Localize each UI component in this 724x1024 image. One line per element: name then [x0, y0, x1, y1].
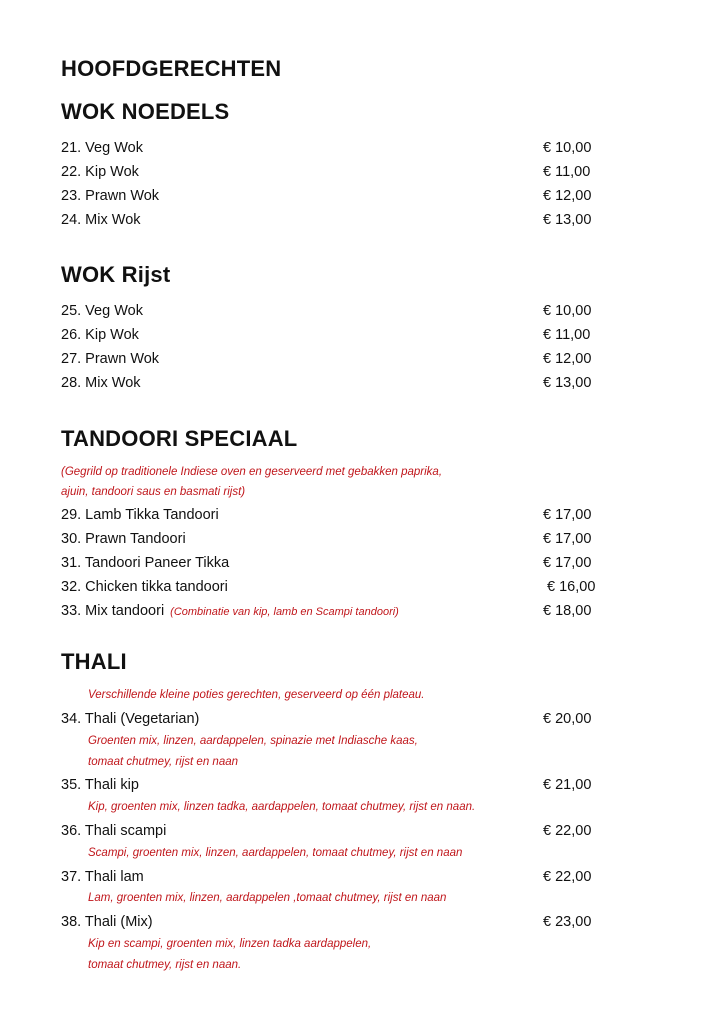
menu-item-name: 36. Thali scampi: [61, 823, 167, 839]
section-title-tandoori: TANDOORI SPECIAAL: [61, 426, 298, 451]
menu-item-desc: tomaat chutmey, rijst en naan.: [88, 959, 242, 971]
menu-item-desc: Kip en scampi, groenten mix, linzen tadka aardappelen,: [88, 938, 372, 950]
menu-item-price: € 20,00: [543, 711, 592, 727]
menu-item-price: € 17,00: [543, 507, 592, 523]
menu-item-price: € 22,00: [543, 869, 592, 885]
menu-item-desc: Groenten mix, linzen, aardappelen, spinazie met Indiasche kaas,: [88, 735, 418, 747]
menu-item-name: 23. Prawn Wok: [61, 188, 160, 204]
menu-item-name: 37. Thali lam: [61, 869, 144, 885]
menu-item-price: € 11,00: [543, 327, 591, 343]
menu-item-name: 35. Thali kip: [61, 777, 139, 793]
menu-item-name: 33. Mix tandoori: [61, 603, 165, 619]
menu-item-price: € 13,00: [543, 375, 592, 391]
menu-item-desc: Scampi, groenten mix, linzen, aardappelen, tomaat chutmey, rijst en naan: [88, 847, 463, 859]
menu-item-row: [61, 603, 399, 619]
menu-item-name: 30. Prawn Tandoori: [61, 531, 186, 547]
menu-item-price: € 17,00: [543, 555, 592, 571]
menu-item-name: 26. Kip Wok: [61, 327, 139, 343]
menu-item-name: 31. Tandoori Paneer Tikka: [61, 555, 230, 571]
menu-item-price: € 22,00: [543, 823, 592, 839]
menu-item-price: € 17,00: [543, 531, 592, 547]
menu-item-price: € 13,00: [543, 212, 592, 228]
menu-item-note: (Combinatie van kip, lamb en Scampi tandoori): [170, 606, 399, 618]
page-heading: HOOFDGERECHTEN: [61, 56, 282, 81]
menu-item-price: € 10,00: [543, 303, 592, 319]
menu-item-price: € 16,00: [547, 579, 596, 595]
menu-item-name: 24. Mix Wok: [61, 212, 141, 228]
menu-item-name: 29. Lamb Tikka Tandoori: [61, 507, 219, 523]
menu-item-desc: tomaat chutmey, rijst en naan: [88, 756, 238, 768]
menu-item-name: 25. Veg Wok: [61, 303, 143, 319]
menu-item-name: 32. Chicken tikka tandoori: [61, 579, 228, 595]
menu-item-name: 34. Thali (Vegetarian): [61, 711, 200, 727]
menu-item-price: € 12,00: [543, 351, 592, 367]
menu-item-price: € 11,00: [543, 164, 591, 180]
menu-item-desc: Kip, groenten mix, linzen tadka, aardappelen, tomaat chutmey, rijst en naan.: [88, 801, 476, 813]
section-title-thali: THALI: [61, 649, 127, 674]
menu-item-name: 21. Veg Wok: [61, 140, 143, 156]
section-title-wok-rijst: WOK Rijst: [61, 262, 171, 287]
section-intro: Verschillende kleine poties gerechten, geserveerd op één plateau.: [88, 689, 425, 701]
menu-item-price: € 18,00: [543, 603, 592, 619]
menu-item-desc: Lam, groenten mix, linzen, aardappelen ,tomaat chutmey, rijst en naan: [88, 892, 447, 904]
menu-item-name: 28. Mix Wok: [61, 375, 141, 391]
menu-item-price: € 23,00: [543, 914, 592, 930]
menu-item-name: 22. Kip Wok: [61, 164, 139, 180]
menu-item-name: 38. Thali (Mix): [61, 914, 153, 930]
section-note: (Gegrild op traditionele Indiese oven en geserveerd met gebakken paprika,: [61, 466, 443, 478]
menu-item-name: 27. Prawn Wok: [61, 351, 160, 367]
menu-item-price: € 12,00: [543, 188, 592, 204]
section-title-wok-noedels: WOK NOEDELS: [61, 99, 230, 124]
section-note: ajuin, tandoori saus en basmati rijst): [61, 486, 246, 498]
menu-item-price: € 21,00: [543, 777, 592, 793]
menu-item-price: € 10,00: [543, 140, 592, 156]
